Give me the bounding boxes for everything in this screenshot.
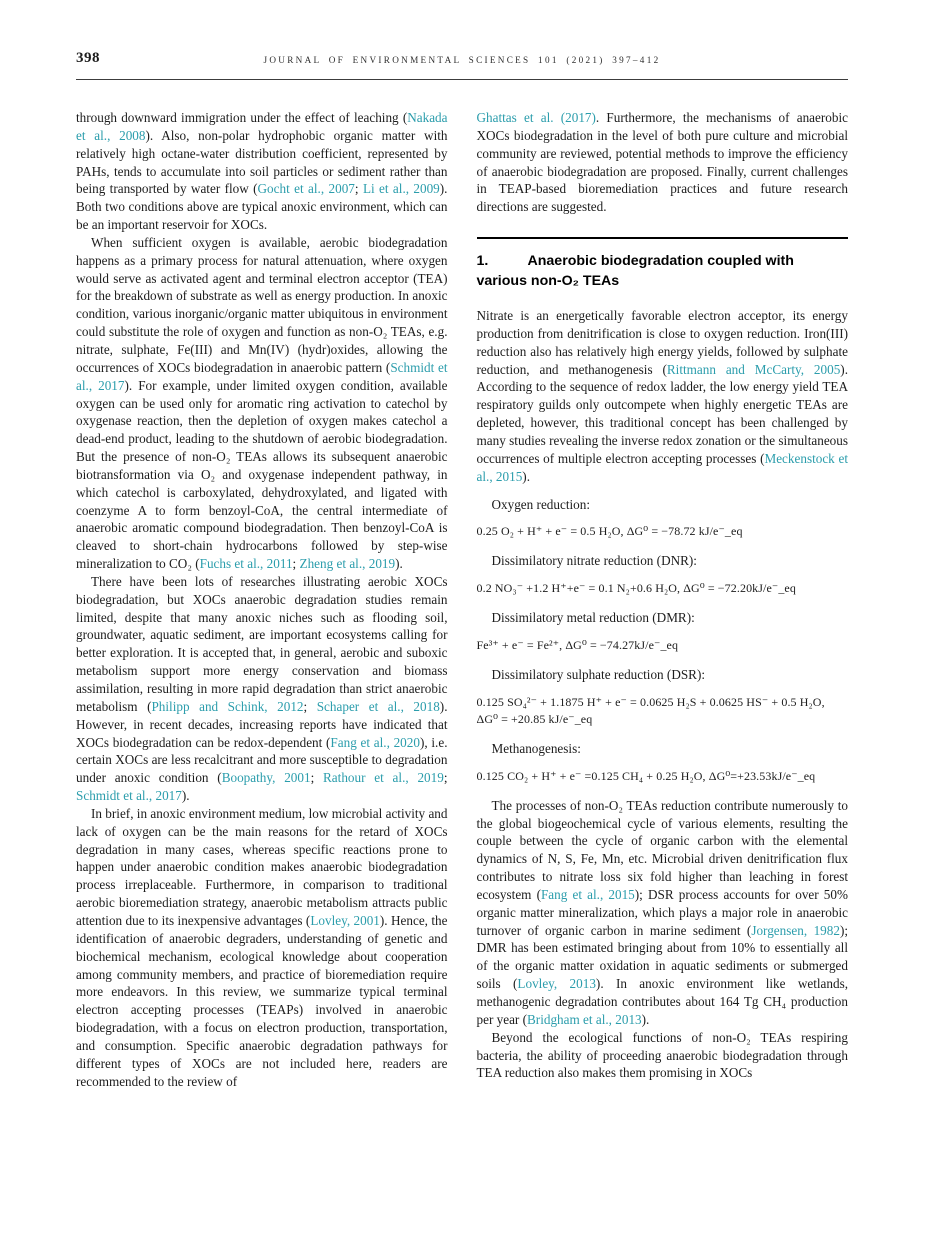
equation-label bbox=[477, 666, 849, 684]
citation-link[interactable]: Rathour et al., 2019 bbox=[323, 770, 444, 786]
citation-link[interactable]: Fang et al., 2015 bbox=[540, 886, 635, 902]
text-run: When sufficient oxygen is available, aerobic biodegradation happens as a primary process for natural attenuation, where oxygen would serve as activated agent and terminal electron acceptor (TEA) for the breakdown of substrate as well as energy production. In anoxic condition, various inorganic/organic matter ubiquitous in environment could substitute the role of oxygen and function as non-O₂ TEAs, e.g. nitrate, sulphate, Fe(III) and Mn(IV) (hydr)oxides, allowing the occurrences of XOCs biodegradation in anaerobic pattern ( bbox=[76, 234, 448, 375]
paragraph bbox=[477, 797, 849, 1029]
citation-link[interactable]: Schmidt et al., 2017 bbox=[76, 788, 182, 804]
citation-link[interactable]: Gocht et al., 2007 bbox=[257, 181, 355, 197]
citation-link[interactable]: Schmidt et al., 2017 bbox=[76, 359, 448, 393]
text-run: Dissimilatory nitrate reduction (DNR): bbox=[491, 553, 697, 569]
page-number: 398 bbox=[76, 50, 100, 66]
section-number: 1. bbox=[476, 253, 489, 270]
text-run: ). Hence, the identification of anaerobic degraders, understanding of genetic and biochemical mechanism, ecological knowledge about cooperation among community members, and practice of bioremediation require more endeavors. In this review, we summarize typical terminal electron accepting processes (TEAPs) involved in anaerobic biodegradation, with a focus on electron production, transportation, and consumption. Specific anaerobic degradation pathways for different types of XOCs are not included here, readers are recommended to the review of bbox=[76, 912, 448, 1089]
equation-label bbox=[477, 609, 849, 627]
text-run: Nitrate is an energetically favorable electron acceptor, its energy production from denitrification is close to oxygen reduction. Iron(III) reduction also has relatively high energy yields, followed by sulphate reduction, and methanogenesis ( bbox=[476, 308, 848, 377]
page-content bbox=[76, 50, 848, 1090]
paragraph bbox=[477, 1029, 849, 1083]
text-run: Dissimilatory metal reduction (DMR): bbox=[491, 610, 695, 626]
equation-label bbox=[477, 496, 849, 514]
equation: 0.125 CO₂ + H⁺ + e⁻ =0.125 CH₄ + 0.25 H₂O, ΔG⁰=+23.53kJ/e⁻_eq bbox=[476, 768, 816, 783]
paragraph bbox=[76, 234, 448, 573]
citation-link[interactable]: Bridgham et al., 2013 bbox=[527, 1011, 642, 1027]
paragraph bbox=[477, 307, 849, 485]
text-run: . Furthermore, the mechanisms of anaerobic XOCs biodegradation in the level of both pure culture and microbial community are reviewed, potential methods to improve the efficiency of anaerobic biodegradation are proposed. Finally, current challenges in TEAP-based bioremediation practices and future research directions are suggested. bbox=[476, 110, 848, 215]
text-run: ). According to the sequence of redox ladder, the low energy yield TEA respiratory guilds only outcompete when highly energetic TEAs are depleted, however, this traditional concept has been challenged by many studies revealing the inverse redox zonation or the simultaneous occurrences of multiple electron accepting processes ( bbox=[476, 361, 848, 466]
citation-link[interactable]: Fuchs et al., 2011 bbox=[199, 556, 293, 572]
text-run: Methanogenesis: bbox=[491, 740, 581, 756]
text-run: Beyond the ecological functions of non-O₂ TEAs respiring bacteria, the ability of proceeding anaerobic biodegradation through TEA reduction also makes them promising in XOCs bbox=[476, 1029, 848, 1081]
text-run: ; bbox=[303, 698, 317, 714]
two-column-body bbox=[76, 109, 848, 1090]
left-column bbox=[76, 109, 448, 1090]
text-run: There have been lots of researches illustrating aerobic XOCs biodegradation, but XOCs anaerobic degradation studies remain limited, despite that many anoxic niches such as flooding soil, groundwater, aquatic sediment, are important ecosystems calling for better exploration. It is accepted that, in general, aerobic and suboxic metabolism support more energy conservation and biomass assimilation, resulting in more rapid degradation than strict anaerobic metabolism ( bbox=[76, 573, 448, 714]
text-run: ; bbox=[354, 181, 363, 197]
section-title: Anaerobic biodegradation coupled with various non-O₂ TEAs bbox=[476, 253, 794, 289]
citation-link[interactable]: Boopathy, 2001 bbox=[221, 770, 311, 786]
text-run: ). For example, under limited oxygen condition, available oxygen can be used only for aromatic ring activation to catechol by oxygenase reaction, then the depletion of oxygen makes catechol a dead-end product, leading to the shutdown of aerobic biodegradation. But the presence of non-O₂ TEAs allows its subsequent anaerobic biotransformation via O₂ and oxygenase independent pathway, in which catechol is carboxylated, dehydroxylated, and ligated with coenzyme A to form benzoyl-CoA, the central intermediate of anaerobic aromatic compound biodegradation. Then benzoyl-CoA is cleaved to short-chain hydrocarbons followed by step-wise mineralization to CO₂ ( bbox=[76, 377, 448, 572]
journal-title: JOURNAL OF ENVIRONMENTAL SCIENCES 101 (2021) 397–412 bbox=[263, 55, 661, 65]
paragraph bbox=[477, 109, 849, 216]
text-run: Dissimilatory sulphate reduction (DSR): bbox=[491, 667, 706, 683]
text-run: ). bbox=[181, 788, 190, 804]
citation-link[interactable]: Schaper et al., 2018 bbox=[316, 698, 440, 714]
citation-link[interactable]: Philipp and Schink, 2012 bbox=[151, 698, 304, 714]
equation-label bbox=[477, 740, 849, 758]
text-run: ). bbox=[641, 1011, 650, 1027]
header-rule bbox=[76, 79, 848, 80]
text-run: ; bbox=[292, 556, 300, 572]
equation: 0.2 NO₃⁻ +1.2 H⁺+e⁻ = 0.1 N₂+0.6 H₂O, ΔG⁰ = −72.20kJ/e⁻_eq bbox=[476, 581, 796, 596]
citation-link[interactable]: Meckenstock et al., 2015 bbox=[476, 450, 848, 484]
citation-link[interactable]: Lovley, 2001 bbox=[310, 912, 380, 928]
text-run: In brief, in anoxic environment medium, low microbial activity and lack of oxygen can be the main reasons for the retard of XOCs degradation in many cases, whereas specific reactions prone to happen under anaerobic condition makes anaerobic biodegradation process irreplaceable. Furthermore, in comparison to traditional aerobic bioremediation strategy, anaerobic metabolism attracts public attention due to its inexpensive advantages ( bbox=[76, 805, 448, 928]
text-run: ; bbox=[443, 770, 448, 786]
citation-link[interactable]: Fang et al., 2020 bbox=[330, 734, 420, 750]
section-rule bbox=[477, 237, 849, 239]
page-header bbox=[76, 50, 848, 72]
text-run: ). However, in recent decades, increasing reports have indicated that XOCs biodegradation can be redox-dependent ( bbox=[76, 698, 448, 750]
citation-link[interactable]: Jorgensen, 1982 bbox=[751, 922, 840, 938]
citation-link[interactable]: Ghattas et al. (2017) bbox=[476, 110, 596, 125]
citation-link[interactable]: Li et al., 2009 bbox=[362, 181, 440, 197]
equation: Fe³⁺ + e⁻ = Fe²⁺, ΔG⁰ = −74.27kJ/e⁻_eq bbox=[476, 638, 679, 653]
citation-link[interactable]: Nakada et al., 2008 bbox=[76, 110, 448, 143]
paragraph bbox=[76, 805, 448, 1091]
right-column bbox=[477, 109, 849, 1090]
citation-link[interactable]: Lovley, 2013 bbox=[517, 976, 596, 992]
text-run: ). Both two conditions above are typical anoxic environment, which can be an important reservoir for XOCs. bbox=[76, 181, 448, 233]
text-run: ). Also, non-polar hydrophobic organic matter with relatively high octane-water distribution coefficient, represented by PAHs, tends to accumulate into soil particles or sediment rather than being transported by water flow ( bbox=[76, 127, 448, 197]
equation: 0.25 O₂ + H⁺ + e⁻ = 0.5 H₂O, ΔG⁰ = −78.72 kJ/e⁻_eq bbox=[476, 524, 743, 539]
citation-link[interactable]: Rittmann and McCarty, 2005 bbox=[666, 361, 841, 377]
equation-label bbox=[477, 552, 849, 570]
text-run: through downward immigration under the effect of leaching ( bbox=[76, 110, 408, 125]
text-run: ). bbox=[395, 556, 403, 572]
text-run: ); DMR has been estimated bringing about from 10% to essentially all of the organic matter oxidation in aquatic sediments or submerged soils ( bbox=[476, 922, 849, 992]
text-run: ), i.e. certain XOCs are less recalcitrant and more susceptible to degradation under anoxic condition ( bbox=[76, 734, 448, 786]
paragraph bbox=[76, 109, 448, 234]
equation: 0.125 SO₄²⁻ + 1.1875 H⁺ + e⁻ = 0.0625 H₂S + 0.0625 HS⁻ + 0.5 H₂O, ΔG⁰ = +20.85 kJ/e⁻_eq bbox=[476, 694, 825, 726]
text-run: ). In anoxic environment like wetlands, methanogenic degradation contributes about 164 Tg CH₄ production per year ( bbox=[476, 976, 849, 1027]
citation-link[interactable]: Zheng et al., 2019 bbox=[299, 556, 396, 572]
text-run: ); DSR process accounts for over 50% organic matter mineralization, which plays a major role in anaerobic turnover of organic carbon in marine sediment ( bbox=[476, 886, 848, 938]
paragraph bbox=[76, 573, 448, 805]
section-heading bbox=[477, 252, 849, 291]
text-run: The processes of non-O₂ TEAs reduction contribute numerously to the global biogeochemical cycle of various elements, resulting the couple between the cycle of organic carbon with the elemental dynamics of N, S, Fe, Mn, etc. Microbial driven denitrification flux contributes to nitrate loss six fold higher than leaching in forest ecosystem ( bbox=[476, 797, 848, 902]
text-run: ; bbox=[310, 770, 324, 786]
text-run: ). bbox=[522, 468, 530, 484]
text-run: Oxygen reduction: bbox=[491, 496, 591, 512]
